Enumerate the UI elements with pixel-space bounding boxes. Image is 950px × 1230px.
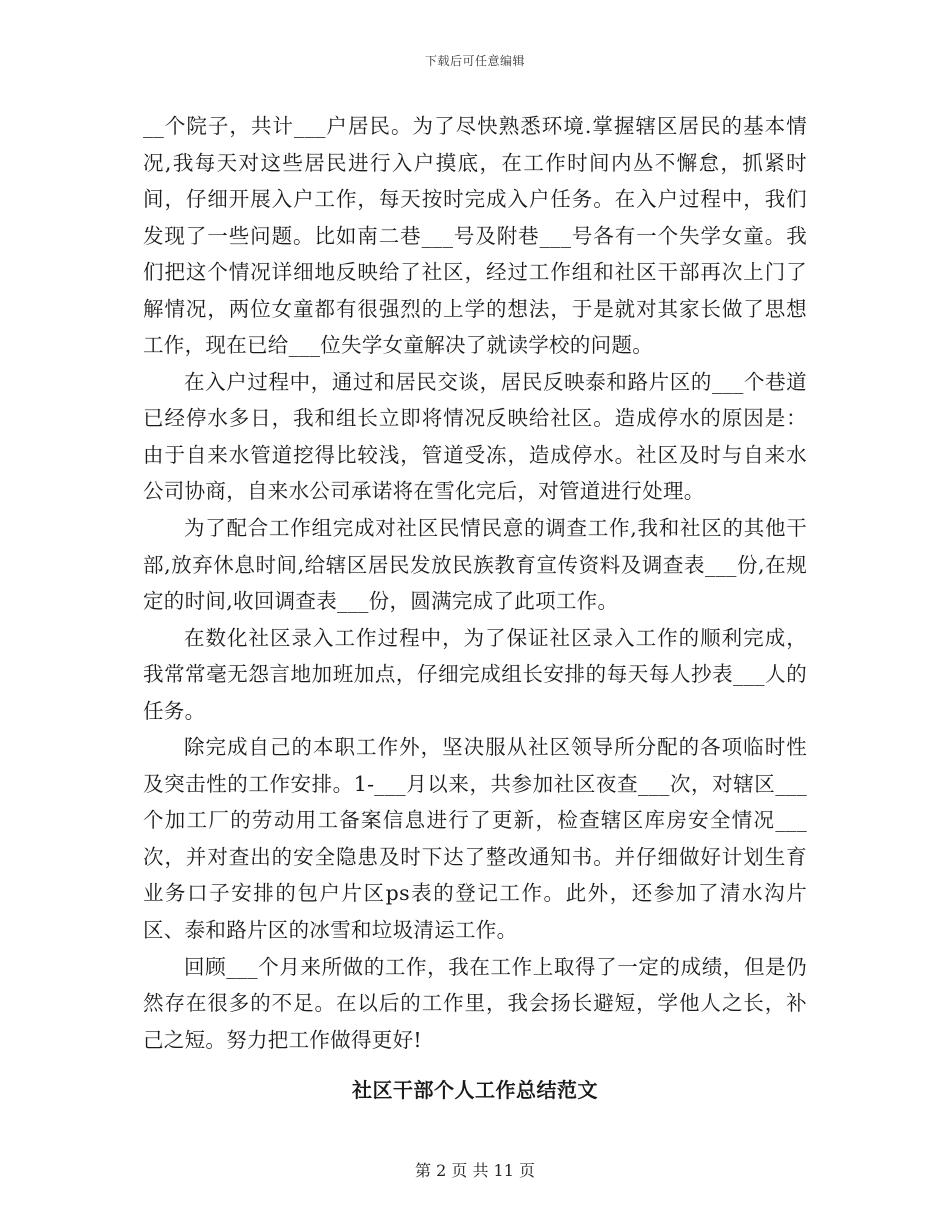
paragraph-survey: 为了配合工作组完成对社区民情民意的调查工作,我和社区的其他干部,放弃休息时间,给辖区居民发放民族教育宣传资料及调查表___份,在规定的时间,收回调查表___份，圆满完成了此项工作。: [143, 516, 807, 614]
paragraph-data-entry: 在数化社区录入工作过程中，为了保证社区录入工作的顺利完成，我常常毫无怨言地加班加点，仔细完成组长安排的每天每人抄表___人的任务。: [143, 625, 807, 723]
page-footer: 第 2 页 共 11 页: [415, 1161, 535, 1180]
paragraph-additional-tasks: 除完成自己的本职工作外，坚决服从社区领导所分配的各项临时性及突击性的工作安排。1-___月以来，共参加社区夜查___次，对辖区___个加工厂的劳动用工备案信息进行了更新，检查辖区库房安全情况___次，并对查出的安全隐患及时下达了整改通知书。并仔细做好计划生育业务口子安排的包户片区ps表的登记工作。此外，还参加了清水沟片区、泰和路片区的冰雪和垃圾清运工作。: [143, 735, 807, 943]
paragraph-water-outage: 在入户过程中，通过和居民交谈，居民反映泰和路片区的___个巷道已经停水多日，我和组长立即将情况反映给社区。造成停水的原因是：由于自来水管道挖得比较浅，管道受冻，造成停水。社区及时与自来水公司协商，自来水公司承诺将在雪化完后，对管道进行处理。: [143, 369, 807, 504]
document-body: [143, 108, 807, 1058]
paragraph-continuation: __个院子，共计___户居民。为了尽快熟悉环境.掌握辖区居民的基本情况,我每天对这些居民进行入户摸底，在工作时间内丛不懈怠，抓紧时间，仔细开展入户工作，每天按时完成入户任务。在入户过程中，我们发现了一些问题。比如南二巷___号及附巷___号各有一个失学女童。我们把这个情况详细地反映给了社区，经过工作组和社区干部再次上门了解情况，两位女童都有很强烈的上学的想法，于是就对其家长做了思想工作，现在已给___位失学女童解决了就读学校的问题。: [143, 114, 807, 358]
paragraph-review: 回顾___个月来所做的工作，我在工作上取得了一定的成绩，但是仍然存在很多的不足。在以后的工作里，我会扬长避短，学他人之长，补己之短。努力把工作做得更好!: [143, 954, 807, 1052]
section-title: 社区干部个人工作总结范文: [352, 1078, 598, 1102]
page-header: 下载后可任意编辑: [424, 54, 525, 68]
